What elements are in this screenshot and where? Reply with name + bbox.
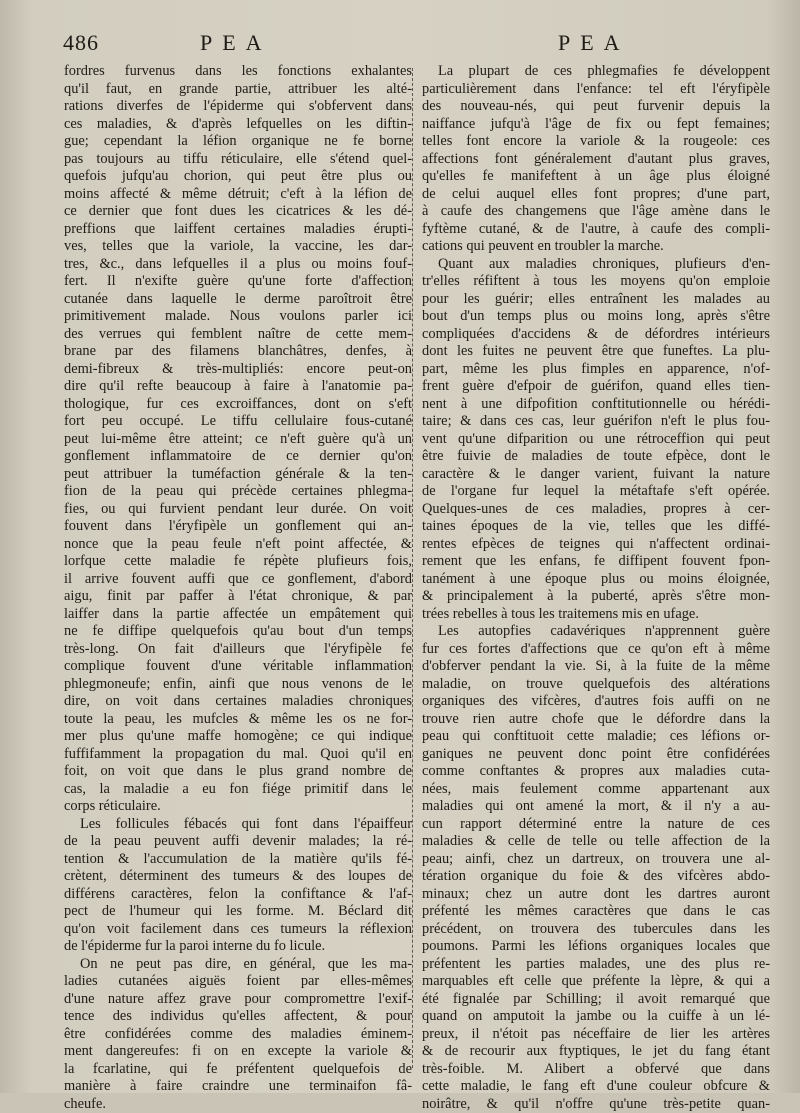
- text-line: demi-fibreux & très-multipliés: encore peut-on: [64, 361, 412, 379]
- left-column: [64, 63, 412, 1075]
- text-line: cas, la maladie a eu fon fiége primitif dans le: [64, 781, 412, 799]
- text-line: brane par des filamens blanchâtres, denfes, à: [64, 343, 412, 361]
- text-line: fion de la peau qui précède certaines phlegma-: [64, 483, 412, 501]
- text-line: foit, on voit que dans le plus grand nombre de: [64, 763, 412, 781]
- text-line: tention & l'accumulation de la matière qu'ils fé-: [64, 851, 412, 869]
- text-line: préfenté les mêmes caractères que dans le cas: [422, 903, 770, 921]
- text-line: précédent, on trouvera des tubercules dans les: [422, 921, 770, 939]
- text-line: primitivement malade. Nous voulons parler ici: [64, 308, 412, 326]
- running-head-left: PEA: [200, 30, 272, 56]
- text-line: affections font généralement d'autant plus graves,: [422, 151, 770, 169]
- text-line: très-foible. M. Alibert a obfervé que dans: [422, 1061, 770, 1079]
- text-line: tence des individus qu'elles affectent, & pour: [64, 1008, 412, 1026]
- text-line: taire; & dans ces cas, leur guérifon n'eft le plus fou-: [422, 413, 770, 431]
- text-line: peau; ainfi, chez un dartreux, on trouvera une al-: [422, 851, 770, 869]
- text-line: d'une nature affez grave pour compromettre l'exif-: [64, 991, 412, 1009]
- text-line: de la peau peuvent auffi devenir malades; la ré-: [64, 833, 412, 851]
- text-line: mer plus qu'une maffe homogène; ce qui indique: [64, 728, 412, 746]
- text-line: de l'épiderme fur la paroi interne du fo licule.: [64, 938, 412, 956]
- text-line: qu'il faut, en grande partie, attribuer les alté-: [64, 81, 412, 99]
- text-line: Les autopfies cadavériques n'apprennent guère: [422, 623, 770, 641]
- text-line: ves, telles que la variole, la vaccine, les dar-: [64, 238, 412, 256]
- text-line: corps réticulaire.: [64, 798, 412, 816]
- text-line: aigu, finit par paffer à l'état chronique, & par: [64, 588, 412, 606]
- text-line: On ne peut pas dire, en général, que les ma-: [64, 956, 412, 974]
- text-line: peut lui-même être atteint; ce n'eft guère qu'à un: [64, 431, 412, 449]
- text-line: cun rapport déterminé entre la nature de ces: [422, 816, 770, 834]
- text-line: marquables eft celle que préfente la lèpre, & qui a: [422, 973, 770, 991]
- text-line: des verrues qui femblent naître de cette mem-: [64, 326, 412, 344]
- text-line: maladies & celle de telle ou telle affection de la: [422, 833, 770, 851]
- text-line: trouve rien autre chofe que le défordre dans la: [422, 711, 770, 729]
- text-line: dire, on voit dans certaines maladies chroniques: [64, 693, 412, 711]
- text-line: gonflement inflammatoire de ce dernier qu'on: [64, 448, 412, 466]
- text-line: ces maladies, & d'après lefquelles on les diftin-: [64, 116, 412, 134]
- text-line: lorfque cette maladie fe répète plufieurs fois,: [64, 553, 412, 571]
- text-line: rement que les enfans, fe diffipent fouvent fpon-: [422, 553, 770, 571]
- text-line: thologique, fur ces excroiffances, dont on s'eft: [64, 396, 412, 414]
- text-line: frent guère d'efpoir de guérifon, quand elles tien-: [422, 378, 770, 396]
- text-line: tération organique du foie & des vifcères abdo-: [422, 868, 770, 886]
- text-line: tres, &c., dans lefquelles il a plus ou moins fouf-: [64, 256, 412, 274]
- text-line: été fignalée par Schilling; il avoit remarqué que: [422, 991, 770, 1009]
- text-line: dont les fuites ne peuvent être que funeftes. La plu-: [422, 343, 770, 361]
- text-line: tanément à une époque plus ou moins éloignée,: [422, 571, 770, 589]
- text-line: Quelques-unes de ces maladies, propres à cer-: [422, 501, 770, 519]
- text-line: de l'organe fur lequel la métaftafe s'eft opérée.: [422, 483, 770, 501]
- running-header: [0, 30, 800, 60]
- text-line: à caufe des changemens que l'âge amène dans le: [422, 203, 770, 221]
- text-line: telles font encore la variole & la rougeole: ces: [422, 133, 770, 151]
- text-line: maladie, on trouve quelquefois des altérations: [422, 676, 770, 694]
- text-line: Quant aux maladies chroniques, plufieurs d'en-: [422, 256, 770, 274]
- text-line: laiffer dans la partie affectée un empâtement qui: [64, 606, 412, 624]
- text-line: phlegmoneufe; enfin, ainfi que nous venons de le: [64, 676, 412, 694]
- text-line: minaux; chez un autre dont les dartres auront: [422, 886, 770, 904]
- text-line: & de recourir aux ftyptiques, le jet du fang étant: [422, 1043, 770, 1061]
- text-line: préfentent les parties malades, une des plus re-: [422, 956, 770, 974]
- text-line: ment dangereufes: fi on en excepte la variole &: [64, 1043, 412, 1061]
- text-line: particulièrement dans l'enfance: tel eft l'éryfipèle: [422, 81, 770, 99]
- text-line: bout d'un temps plus ou moins long, après s'être: [422, 308, 770, 326]
- text-line: de celui auquel elles font propres; d'une part,: [422, 186, 770, 204]
- text-line: poumons. Parmi les léfions organiques locales que: [422, 938, 770, 956]
- text-line: caractère & le danger varient, fuivant la nature: [422, 466, 770, 484]
- text-line: cutanée dans laquelle le derme paroîtroit être: [64, 291, 412, 309]
- text-line: fordres furvenus dans les fonctions exhalantes: [64, 63, 412, 81]
- text-line: nées, mais feulement comme appartenant aux: [422, 781, 770, 799]
- text-line: rentes efpèces de teignes qui n'affectent ordinai-: [422, 536, 770, 554]
- text-line: comme conftantes & propres aux maladies cuta-: [422, 763, 770, 781]
- text-line: La plupart de ces phlegmafies fe développent: [422, 63, 770, 81]
- text-line: preux, il n'étoit pas néceffaire de lier les artères: [422, 1026, 770, 1044]
- text-line: quefois jufqu'au chorion, qui peut être plus ou: [64, 168, 412, 186]
- column-divider: [412, 68, 414, 1068]
- text-line: compliquées d'accidens & de défordres intérieurs: [422, 326, 770, 344]
- text-line: manière à faire craindre une terminaifon fâ-: [64, 1078, 412, 1096]
- text-line: fyftème cutané, & de l'autre, à caufe des compli-: [422, 221, 770, 239]
- text-line: d'obferver pendant la vie. Si, à la fuite de la même: [422, 658, 770, 676]
- text-line: nent à une difpofition conftitutionnelle ou hérédi-: [422, 396, 770, 414]
- text-line: être fuivie de maladies de toute efpèce, dont le: [422, 448, 770, 466]
- text-line: dire qu'il refte beaucoup à faire à l'anatomie pa-: [64, 378, 412, 396]
- text-line: pas toujours au tiffu réticulaire, elle s'étend quel-: [64, 151, 412, 169]
- text-line: fur ces fortes d'affections que ce qu'on eft à même: [422, 641, 770, 659]
- text-line: fuffifamment la propagation du mal. Quoi qu'il en: [64, 746, 412, 764]
- text-line: noirâtre, & qu'il n'offre qu'une très-petite quan-: [422, 1096, 770, 1113]
- text-line: être confidérées comme des maladies éminem-: [64, 1026, 412, 1044]
- text-line: vent qu'une difparition ou une rétroceffion qui peut: [422, 431, 770, 449]
- text-line: crètent, déterminent des tumeurs & des loupes de: [64, 868, 412, 886]
- text-line: cations qui peuvent en troubler la marche.: [422, 238, 770, 256]
- text-line: fort peu occupé. Le tiffu cellulaire fous-cutané: [64, 413, 412, 431]
- text-line: la fcarlatine, qui fe préfentent quelquefois de: [64, 1061, 412, 1079]
- text-line: fert. Il n'exifte guère qu'une forte d'affection: [64, 273, 412, 291]
- page-number: 486: [63, 30, 99, 56]
- text-line: fies, ou qui furvient pendant leur durée. On voit: [64, 501, 412, 519]
- text-line: fouvent dans l'éryfipèle un gonflement qui an-: [64, 518, 412, 536]
- text-line: toute la peau, les mufcles & même les os ne for-: [64, 711, 412, 729]
- text-line: il arrive fouvent auffi que ce gonflement, d'abord: [64, 571, 412, 589]
- text-line: différens caractères, felon la confiftance & l'af-: [64, 886, 412, 904]
- text-line: preffions que laiffent certaines maladies érupti-: [64, 221, 412, 239]
- text-line: ladies cutanées aiguës foient par elles-mêmes: [64, 973, 412, 991]
- text-line: qu'elles fe manifeftent à un âge plus éloigné: [422, 168, 770, 186]
- text-line: peau qui conftituoit cette maladie; ces léfions or-: [422, 728, 770, 746]
- text-line: pect de l'humeur qui les forme. M. Béclard dit: [64, 903, 412, 921]
- text-line: gue; cependant la léfion organique ne fe borne: [64, 133, 412, 151]
- text-line: part, même les plus fimples en apparence, n'of-: [422, 361, 770, 379]
- text-line: trées rebelles à tous les traitemens mis en ufage.: [422, 606, 770, 624]
- text-line: quand on amputoit la jambe ou la cuiffe à un lé-: [422, 1008, 770, 1026]
- text-line: cette maladie, le fang eft d'une couleur obfcure &: [422, 1078, 770, 1096]
- text-line: nonce que la peau feule n'eft point affectée, &: [64, 536, 412, 554]
- text-line: Les follicules fébacés qui font dans l'épaiffeur: [64, 816, 412, 834]
- text-line: organiques des vifcères, d'autres fois auffi on ne: [422, 693, 770, 711]
- text-line: ganiques ne peuvent donc point être confidérées: [422, 746, 770, 764]
- running-head-right: PEA: [558, 30, 630, 56]
- text-line: & principalement à la puberté, après s'être mon-: [422, 588, 770, 606]
- text-line: rations diverfes de l'épiderme qui s'obfervent dans: [64, 98, 412, 116]
- text-line: qu'on voit facilement dans ces tumeurs la réflexion: [64, 921, 412, 939]
- text-line: cheufe.: [64, 1096, 412, 1113]
- text-line: tr'elles réfiftent à tous les moyens qu'on emploie: [422, 273, 770, 291]
- text-line: ne fe diffipe quelquefois qu'au bout d'un temps: [64, 623, 412, 641]
- text-line: naiffance jufqu'à l'âge de fix ou fept femaines;: [422, 116, 770, 134]
- text-line: des nouveau-nés, qui peut furvenir depuis la: [422, 98, 770, 116]
- text-line: pour les guérir; elles entraînent les malades au: [422, 291, 770, 309]
- text-line: maladies qui ont amené la mort, & il n'y a au-: [422, 798, 770, 816]
- right-column: [422, 63, 770, 1075]
- text-line: moins affecté & même détruit; c'eft à la léfion de: [64, 186, 412, 204]
- text-line: ce dernier que font dues les cicatrices & les dé-: [64, 203, 412, 221]
- text-line: taines époques de la vie, telles que les diffé-: [422, 518, 770, 536]
- text-line: très-long. On fait d'ailleurs que l'éryfipèle fe: [64, 641, 412, 659]
- text-line: peut attribuer la tuméfaction générale & la ten-: [64, 466, 412, 484]
- text-line: complique fouvent d'une véritable inflammation: [64, 658, 412, 676]
